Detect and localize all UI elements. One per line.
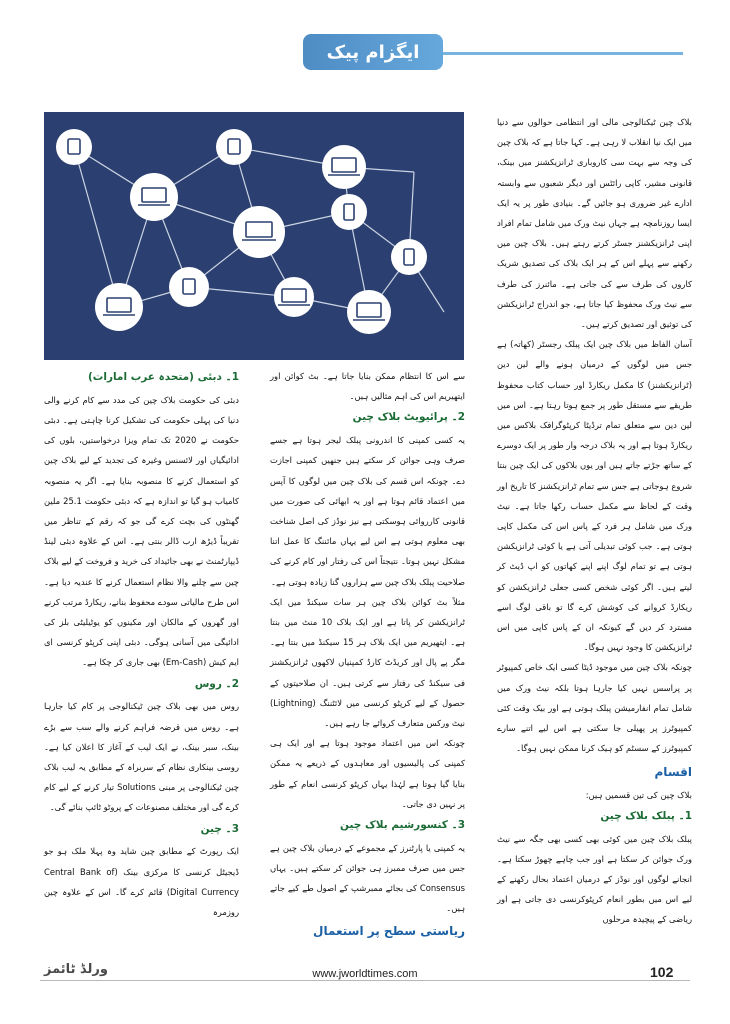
russia-heading: 2۔ روس xyxy=(194,677,239,690)
network-node xyxy=(216,129,252,165)
state-level-use-heading: ریاستی سطح پر استعمال xyxy=(313,923,465,938)
page-number: 102 xyxy=(650,964,674,980)
private-blockchain-heading: 2۔ پرائیویٹ بلاک چین xyxy=(352,411,465,424)
network-node xyxy=(169,267,209,307)
network-node xyxy=(95,283,143,331)
consortium-blockchain-text: یہ کمپنی یا پارٹنرز کے مجموعے کے درمیان بلاک چین ہے جس میں صرف ممبرز ہی جوائن کر سکتے ہیں۔ یہاں Consensus کی بجائے ممبرشپ کے اصول طے کیے جاتے ہیں۔ xyxy=(270,842,465,914)
public-blockchain-text: پبلک بلاک چین میں کوئی بھی کسی بھی جگہ سے نیٹ ورک جوائن کر سکتا ہے اور جب چاہے چھوڑ سکتا ہے۔ انجانے لوگوں اور نوڈز کے درمیان اعتماد بحال رکھنے کے لیے اس میں بطور انعام کرپٹوکرنسی دی جاتی ہے اور ریاضی کے پیچیدہ مرحلوں xyxy=(497,833,692,925)
network-node xyxy=(322,145,366,189)
dubai-heading: 1۔ دبئی (متحدہ عرب امارات) xyxy=(88,371,239,383)
footer-rule xyxy=(40,980,690,981)
russia-text: روس میں بھی بلاک چین ٹیکنالوجی پر کام کیا جارہا ہے۔ روس میں قرضہ فراہم کرنے والے سب سے بڑے بینک، سبر بینک، نے ایک لیب کے آغاز کا اعلان کیا ہے۔ روسی بینکاری نظام کے سربراہ کے مطابق یہ لیب بلاک چین ٹیکنالوجی پر مبنی Solutions تیار کرنے کے لیے کام کرے گی اور مختلف مصنوعات کے پروٹو ٹائپ بنائے گی۔ xyxy=(44,701,239,813)
dubai-text: دبئی کی حکومت بلاک چین کی مدد سے کام کرنے والی دنیا کی پہلی حکومت کی تشکیل کرنا چاہتی ہے۔ دبئی حکومت نے 2020 تک تمام ویزا درخواستیں، بلوں کی ادائیگیاں اور لائسنس وغیرہ کی تجدید کے لیے بلاک چین کو استعمال کرنے کا منصوبہ بنایا ہے۔ اگر یہ منصوبہ کامیاب ہو گیا تو اندازہ ہے کہ دبئی حکومت 25.1 ملین گھنٹوں کی بچت کرے گی جو کہ رقم کے تناظر میں تقریباً ڈیڑھ ارب ڈالر بنتی ہے۔ اس کے علاوہ دبئی لینڈ ڈیپارٹمنٹ نے بھی جائیداد کی خرید و فروخت کے لیے بلاک چین سے چلنے والا نظام استعمال کرنے کا عندیہ دیا ہے۔ اس طرح مالیاتی سودے محفوظ بنانے، ریکارڈ مرتب کرنے اور گھروں کے مالکان اور مکینوں کو یوٹیلیٹی بلز کی ادائیگی میں آسانی ہوگی۔ دبئی اپنی کرپٹو کرنسی ای ایم کیش (Em-Cash) بھی جاری کر چکا ہے۔ xyxy=(44,394,239,668)
intro-paragraph: بلاک چین ٹیکنالوجی مالی اور انتظامی حوالوں سے دنیا میں ایک نیا انقلاب لا رہی ہے۔ کہا جاتا ہے کہ بلاک چین کی وجہ سے بہت سی کاروباری ٹرانزیکشنز میں بینک، قانونی مشیر، کاپی رائٹس اور دیگر شعبوں سے وابستہ ادارے غیر ضروری ہو جائیں گے۔ بنیادی طور پر یہ ایک ایسا روزنامچہ ہے جہاں نیٹ ورک میں شامل تمام افراد اپنی ٹرانزیکشنز جسٹر کرتے رہتے ہیں۔ بلاک چین میں رکھنے سے پہلے اس کے ہر ایک بلاک کی تصدیق شریک کاروں کی طرف سے کی جاتی ہے۔ مائنرز کی طرف سے نیٹ ورک محفوظ کیا جاتا ہے، جو اندراج ٹرانزیکشن کی توثیق اور تصدیق کرتے ہیں۔ xyxy=(497,117,692,330)
private-blockchain-text: یہ کسی کمپنی کا اندرونی پبلک لیجر ہوتا ہے جسے صرف وہی جوائن کر سکتے ہیں جنھیں کمپنی اجازت دے۔ چونکہ اس قسم کی بلاک چین میں لوگوں کا آپس میں اعتماد قائم ہوتا ہے اور یہ ابھائی کی صورت میں قانونی کارروائی ہوسکتی ہے نیز نوڈز کی اصل شناخت بھی معلوم ہوتی ہے اس لیے یہاں مائننگ کا عمل اتنا مشکل نہیں ہوتا۔ نتیجتاً اس کی رفتار اور کام کرنے کی صلاحیت پبلک بلاک چین سے ہزاروں گنا زیادہ ہوتی ہے۔ xyxy=(270,435,465,587)
network-node xyxy=(331,194,367,230)
public-ledger-paragraph: آسان الفاظ میں بلاک چین ایک پبلک رجسٹر (کھاتہ) ہے جس میں لوگوں کے درمیان ہونے والے لین دین (ٹرانزیکشنز) کا مکمل ریکارڈ اور حساب کتاب محفوظ طریقے سے مستقل طور پر جمع ہوتا رہتا ہے۔ اس میں لین دین سے متعلق تمام ترڈیٹا کرپٹوگرافک بلاکس میں ریکارڈ ہوتا ہے اور یہ بلاک درجہ وار طور پر ایک دوسرے کے ساتھ جڑتے جاتے ہیں اور یوں بلاکوں کی ایک چین بنتا شروع ہوجاتی ہے جس سے تمام ٹرانزیکشنز کا تاریخ اور وقت کے لحاظ سے مکمل حساب رکھا جاتا ہے۔ نیٹ ورک میں شامل ہر فرد کے پاس اس کی مکمل کاپی ہوتی ہے۔ جب کوئی تبدیلی آتی ہے یا کوئی ٹرانزیکشن ہوتی ہے تو تمام لوگ اپنے اپنے کھاتوں کو اپ ڈیٹ کر لیتے ہیں۔ اگر کوئی شخص کسی جعلی ٹرانزیکشن کو ریکارڈ کروانے کی کوشش کرے گا تو باقی لوگ اسے مسترد کر دیں گے کیونکہ ان کے پاس کاپی میں اس ٹرانزیکشن کا وجود نہیں ہوگا۔ xyxy=(497,339,692,653)
network-node xyxy=(274,277,314,317)
banner-rule xyxy=(443,52,683,55)
mid-lead-paragraph: سے اس کا انتظام ممکن بنایا جاتا ہے۔ بٹ کوائن اور ایتھیریم اس کی اہم مثالیں ہیں۔ xyxy=(270,371,465,402)
network-node xyxy=(130,173,178,221)
types-heading: اقسام xyxy=(654,764,692,779)
blockchain-network-illustration xyxy=(44,112,464,360)
public-blockchain-heading: 1۔ پبلک بلاک چین xyxy=(600,809,692,822)
network-node xyxy=(56,129,92,165)
china-heading: 3۔ چین xyxy=(200,822,239,835)
section-banner: ایگزام پیک xyxy=(303,34,443,70)
network-node xyxy=(347,290,391,334)
speed-comparison-text: مثلاً بٹ کوائن بلاک چین ہر سات سیکنڈ میں ایک ٹرانزیکشن کر پاتا ہے اور ایک بلاک 10 منٹ میں بنتا ہے۔ ایتھیریم میں ایک بلاک ہر 15 سیکنڈ میں بنتا ہے۔ مگر پے پال اور کریڈٹ کارڈ کمپنیاں لاکھوں ٹرانزیکشنز فی سیکنڈ کی رفتار سے کرتی ہیں۔ ان صلاحیتوں کے حصول کے لیے کرپٹو کرنسی میں لائٹننگ (Lightning) نیٹ ورکس متعارف کروائے جا رہے ہیں۔ xyxy=(270,596,466,729)
footer-brand: ورلڈ ٹائمز xyxy=(44,962,108,977)
network-node xyxy=(391,239,427,275)
trust-text: چونکہ اس میں اعتماد موجود ہوتا ہے اور ایک ہی کمپنی کی پالیسیوں اور معاہدوں کے ذریعے یہ ممکن بنایا گیا ہوتا ہے لہٰذا یہاں کرپٹو کرنسی انعام کے طور پر نہیں دی جاتی۔ xyxy=(270,738,465,809)
network-graph xyxy=(44,112,464,360)
left-column xyxy=(44,366,239,922)
china-text: ایک رپورٹ کے مطابق چین شاید وہ پہلا ملک ہو جو ڈیجیٹل کرنسی کا مرکزی بینک (Central Bank of Digital Currency) قائم کرے گا۔ اس کے علاوہ چین روزمرہ xyxy=(44,846,239,918)
network-node xyxy=(233,206,285,258)
consortium-blockchain-heading: 3۔ کنسورشیم بلاک چین xyxy=(340,819,465,832)
middle-column xyxy=(270,366,465,943)
security-paragraph: چونکہ بلاک چین میں موجود ڈیٹا کسی ایک خاص کمپیوٹر پر پراسس نہیں کیا جارہا ہوتا بلکہ نیٹ ورک میں شامل تمام انفارمیشن پبلک ہوتی ہے اور بیک وقت کئی کمپیوٹرز پر پھیلی جا سکتی ہے اس لیے اتنے سارے کمپیوٹرز کے سسٹم کو ہیک کرنا ممکن نہیں ہوگا۔ xyxy=(497,662,692,754)
right-column xyxy=(497,112,692,930)
footer-url[interactable]: www.jworldtimes.com xyxy=(312,968,418,980)
types-intro: بلاک چین کی تین قسمیں ہیں: xyxy=(585,789,692,800)
